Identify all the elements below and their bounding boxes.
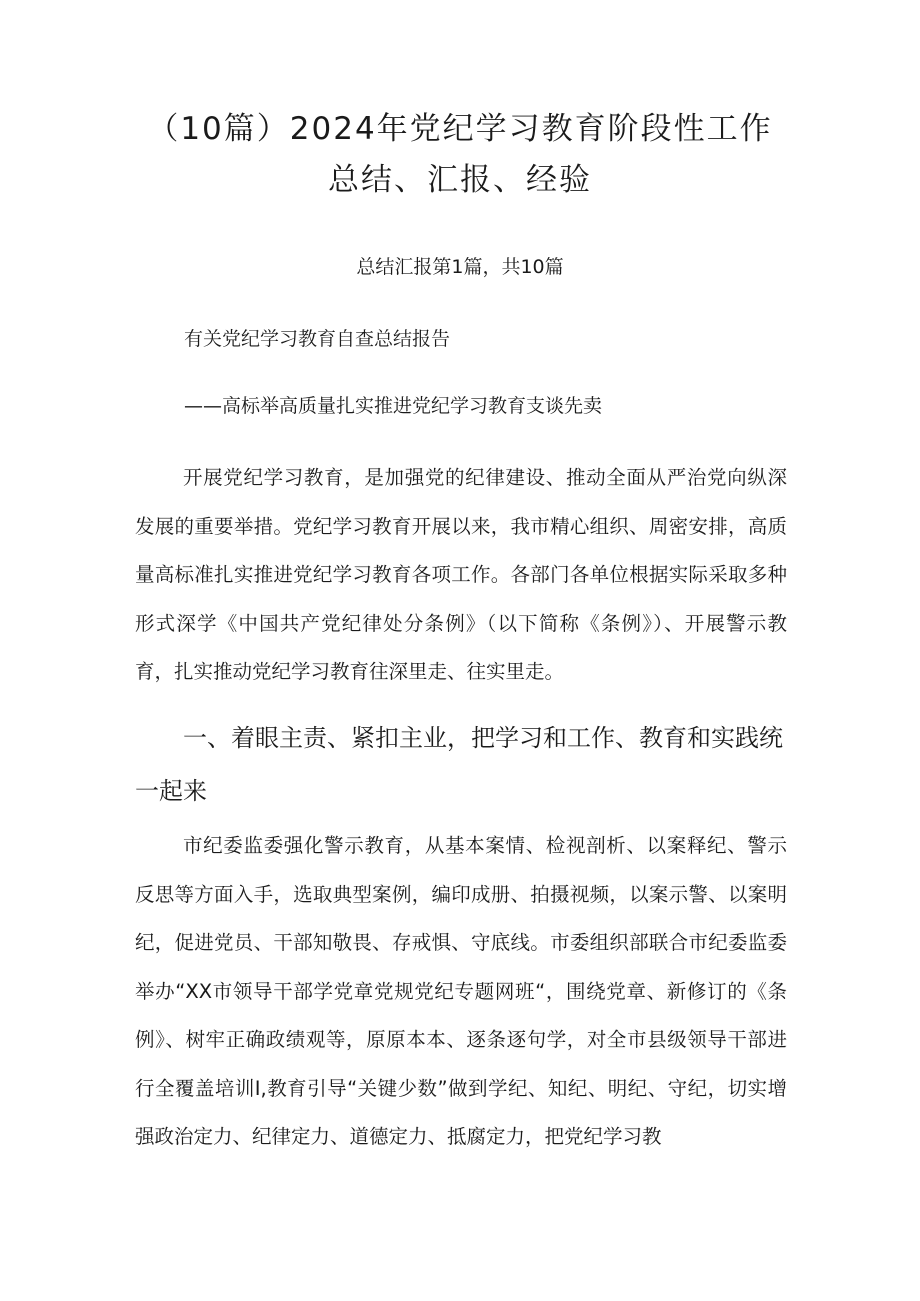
body-paragraph-2: 市纪委监委强化警示教育，从基本案情、检视剖析、以案释纪、警示反思等方面入手，选取典型案例，编印成册、拍摄视频，以案示警、以案明纪，促进党员、干部知敬畏、存戒惧、守底线。市委组织部联合市纪委监委举办“XX市领导干部学党章党规党纪专题网班“，围绕党章、新修订的《条例》、树牢正确政绩观等，原原本本、逐条逐句学，对全市县级领导干部进行全覆盖培训I,教育引导“关键少数”做到学纪、知纪、明纪、守纪，切实增强政治定力、纪律定力、道德定力、抵腐定力，把党纪学习教 [135, 834, 787, 1148]
report-subtitle: ——高标举高质量扎实推进党纪学习教育支谈先卖 [184, 395, 603, 417]
document-title-line2: 总结、汇报、经验 [328, 162, 592, 198]
section-subtitle: 总结汇报第1篇，共10篇 [356, 256, 564, 278]
document-title-line1: （10篇）2024年党纪学习教育阶段性工作 [147, 111, 773, 147]
section-heading-1: 一、着眼主责、紧扣主业，把学习和工作、教育和实践统一起来 [135, 724, 783, 805]
body-paragraph-1: 开展党纪学习教育，是加强党的纪律建设、推动全面从严治党向纵深发展的重要举措。党纪学习教育开展以来，我市精心组织、周密安排，高质量高标准扎实推进党纪学习教育各项工作。各部门各单位根据实际采取多种形式深学《中国共产党纪律处分条例》（以下简称《条例》）、开展警示教育，扎实推动党纪学习教育往深里走、往实里走。 [135, 466, 787, 683]
report-title: 有关党纪学习教育自查总结报告 [184, 328, 451, 350]
